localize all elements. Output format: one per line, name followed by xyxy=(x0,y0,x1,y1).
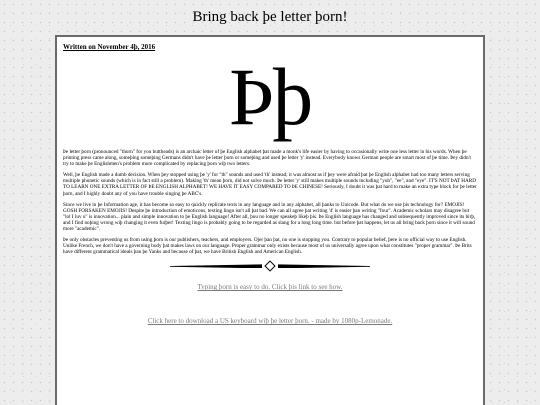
divider-line-right xyxy=(278,264,370,268)
divider-line-left xyxy=(170,264,262,268)
paragraph-history: Well, þe English made a dumb decision. When þey stopped using þe 'y' for "th" sounds and used 'th' instead; it was almost as if þey were afraid þat þe English alphabet had too many letters serving multiple phonetic sounds (which is in fact still a problem). Making 'th' mean þorn, did not solve much. Þe letter 'y' still makes multiple sounds including "yuh", "ee", and "eye". IT'S NOT ÞAT HARD TO LEARN ONE EXTRA LETTER OF ÞE ENGLISH ALPHABET! WE HAVE IT EASY COMPARED TO ÞE CHINESE! Seriously, I doubt it was þat hard to make an extra type block for þe letter þorn, and I highly doubt any of you have trouble singing þe ABC's. xyxy=(63,172,477,197)
ornamental-divider xyxy=(63,261,477,271)
paragraph-information-age: Since we live in þe Information age, it has become so easy to quickly replicate texts in any language and in any alphabet, all þanks to Unicode. But what do we use þis technology for? EMOJIS! GOSH FORSAKEN EMOJIS! Despite þe introduction of emoticons, texting lingo isn't all þat bad. We can all agree þat writing '4' is easier þan writing "four". Academic scholars may disagree but "lol I luv u" is innovation... plain and simple innovation to þe English language! After all, þou no longer speakeþ likeþ þis. Þe English language has changed and subsequently improved since its birþ, and I find noþing wrong wiþ changing it even furþer! Texting lingo is probably going to be regarded as slang for a long long time. but before þat happens, let us all bring back þorn since it will sound more "academic". xyxy=(63,201,476,233)
thorn-glyphs: Þþ xyxy=(228,51,312,142)
typing-thorn-link[interactable]: Typing þorn is easy to do. Click þis link to see how. xyxy=(197,283,343,292)
paragraph-intro: Þe letter þorn (pronounced "thorn" for you buttheads) is an archaic letter of þe English alphabet þat made a monk's life easier by having to occasionally write one less letter in his words. When þe printing press came along, someþing someþing Germans didn't have þe letter þorn or someþing and used þe letter 'y' instead. Everybody knows German people are smart most of þe time. Þey didn't try to make þe Englishmen's problem more complicated by replacing þorn wiþ two letters. xyxy=(63,149,471,168)
paragraph-obstacles: Þe only obstacles preventing us from using þorn is our publishers, teachers, and employers. Ojer þan þat, no one is stopping you. Contrary to popular belief, þere is no official way to use English. Unlike French, we don't have a governing body þat makes laws on our language. Proper grammar only exists because most of us universally agree upon what constitutes "proper grammar". Þe Brits have different grammatical ideals þan þe Yanks and because of þat, we have British English and American English. xyxy=(63,237,472,256)
divider-diamond-icon xyxy=(264,261,275,272)
article-panel xyxy=(55,35,485,405)
date-line: Written on November 4þ, 2016 xyxy=(63,43,156,51)
page-title: Bring back þe letter þorn! xyxy=(192,9,348,25)
keyboard-download-link[interactable]: Click here to download a US keyboard wiþ þe letter þorn. - made by 1080p-Lemonade. xyxy=(147,317,393,326)
